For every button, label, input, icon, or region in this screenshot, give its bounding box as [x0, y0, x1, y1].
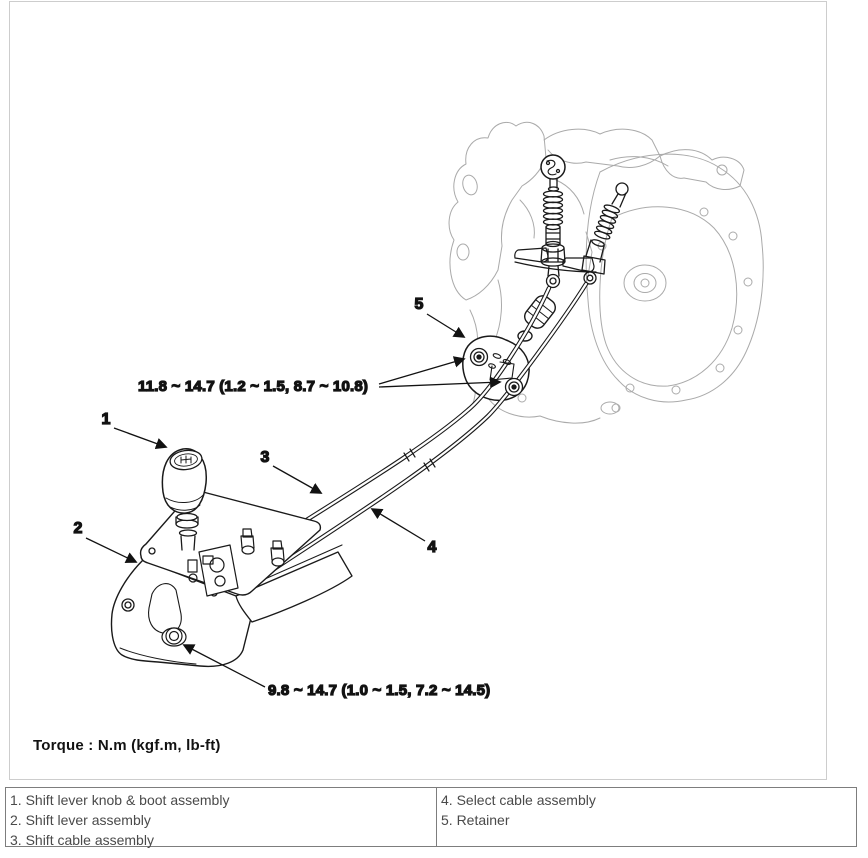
callout-2-arrow — [86, 538, 136, 562]
callout-1 — [102, 411, 166, 447]
callout-1-arrow — [114, 428, 166, 447]
legend-item-5: 5. Retainer — [441, 812, 510, 828]
torque-retainer-arrow-upper — [379, 359, 464, 384]
legend-item-4: 4. Select cable assembly — [441, 792, 596, 808]
shift-knob-drawing — [162, 448, 206, 513]
shift-lever-assembly-drawing — [111, 448, 352, 666]
callout-3-arrow — [273, 466, 321, 493]
callout-2 — [74, 520, 136, 562]
callout-5 — [415, 296, 464, 337]
callout-4-label: 4 — [427, 539, 437, 556]
legend-table — [5, 787, 857, 847]
torque-lever-bolt-label: 9.8 ~ 14.7 (1.0 ~ 1.5, 7.2 ~ 14.5) — [268, 682, 491, 699]
callout-2-label: 2 — [73, 520, 83, 537]
callout-1-label: 1 — [101, 411, 111, 428]
callout-5-label: 5 — [414, 296, 424, 313]
callout-3 — [261, 449, 321, 493]
callout-3-label: 3 — [260, 449, 270, 466]
legend-right-cell — [436, 788, 856, 846]
legend-left-cell — [6, 788, 436, 846]
torque-retainer-callout — [138, 359, 500, 395]
callout-5-arrow — [427, 314, 464, 337]
torque-retainer-label: 11.8 ~ 14.7 (1.2 ~ 1.5, 8.7 ~ 10.8) — [138, 378, 369, 395]
callout-4-arrow — [372, 509, 425, 541]
lever-mount-bolt-drawing — [162, 628, 186, 646]
torque-note: Torque : N.m (kgf.m, lb-ft) — [33, 737, 221, 754]
callout-4 — [372, 509, 437, 556]
legend-item-2: 2. Shift lever assembly — [10, 812, 151, 828]
legend-item-3: 3. Shift cable assembly — [10, 832, 154, 848]
legend-item-1: 1. Shift lever knob & boot assembly — [10, 792, 230, 808]
